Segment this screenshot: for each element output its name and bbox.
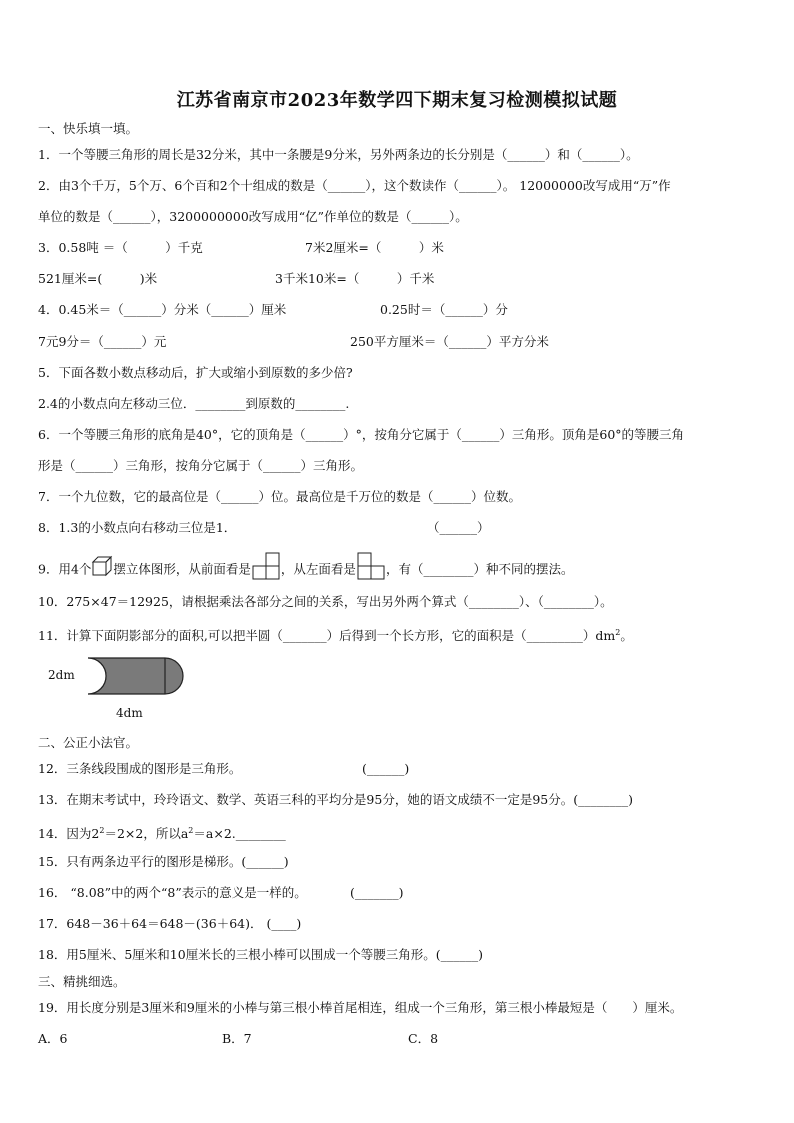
- question-14-sup-1: 2: [99, 826, 105, 835]
- question-2-line-2: 单位的数是（______），3200000000改写成用“亿”作单位的数是（______）。: [38, 209, 468, 224]
- question-16: 16． “8.08”中的两个“8”表示的意义是一样的。: [38, 885, 307, 900]
- question-4-left-a: 4．0.45米＝（______）分米（______）厘米: [38, 302, 287, 317]
- question-3-right-b: 3千米10米=（ ）千米: [275, 271, 435, 286]
- question-2-line-1: 2．由3个千万，5个万、6个百和2个十组成的数是（______），这个数读作（______）。 12000000改写成用“万”作: [38, 178, 671, 193]
- question-5-line-2: 2.4的小数点向左移动三位．________到原数的________.: [38, 396, 350, 411]
- question-6-line-2: 形是（______）三角形，按角分它属于（______）三角形。: [38, 458, 364, 473]
- question-4-left-b: 7元9分＝（______）元: [38, 334, 167, 349]
- question-3-right-a: 7米2厘米=（ ）米: [305, 240, 444, 255]
- question-13: 13．在期末考试中，玲玲语文、数学、英语三科的平均分是95分，她的语文成绩不一定是95分。(________): [38, 792, 633, 807]
- section-2-heading: 二、公正小法官。: [38, 735, 139, 750]
- question-6-line-1: 6．一个等腰三角形的底角是40°，它的顶角是（______）°，按角分它属于（______）三角形。顶角是60°的等腰三角: [38, 427, 685, 442]
- question-14: [38, 823, 286, 842]
- figure-height-label: 2dm: [48, 668, 75, 682]
- question-12-answer-blank: (______): [362, 761, 410, 776]
- question-19-option-b: B．7: [222, 1031, 252, 1046]
- question-11-superscript: 2: [615, 628, 621, 637]
- question-11: [38, 625, 633, 644]
- question-14-part-3: ＝a×2.________: [193, 826, 286, 842]
- section-1-heading: 一、快乐填一填。: [38, 121, 139, 136]
- question-3-left-b: 521厘米=( )米: [38, 271, 158, 286]
- question-8: 8．1.3的小数点向右移动三位是1．: [38, 520, 237, 535]
- question-9-part-1: 9．用4个: [38, 561, 92, 577]
- question-18: 18．用5厘米、5厘米和10厘米长的三根小棒可以围成一个等腰三角形。(______): [38, 947, 483, 962]
- figure-width-label: 4dm: [116, 706, 143, 720]
- question-4-right-b: 250平方厘米＝（______）平方分米: [350, 334, 549, 349]
- question-11-end: 。: [620, 628, 633, 644]
- question-9-part-3: ，从左面看是: [280, 561, 356, 577]
- question-19-option-c: C．8: [408, 1031, 439, 1046]
- question-14-part-1: 14．因为2: [38, 826, 100, 842]
- question-10: 10．275×47＝12925，请根据乘法各部分之间的关系，写出另外两个算式（________）、（________）。: [38, 594, 613, 609]
- question-5-line-1: 5．下面各数小数点移动后，扩大或缩小到原数的多少倍?: [38, 365, 353, 380]
- question-19-option-a: A．6: [38, 1031, 68, 1046]
- cube-icon: [91, 555, 113, 585]
- question-16-answer-blank: (_______): [350, 885, 404, 900]
- front-view-figure: [251, 552, 281, 588]
- section-3-heading: 三、精挑细选。: [38, 974, 126, 989]
- question-15: 15．只有两条边平行的图形是梯形。(______): [38, 854, 289, 869]
- question-12: 12．三条线段围成的图形是三角形。: [38, 761, 242, 776]
- shaded-area-figure: [85, 656, 187, 696]
- question-1: 1．一个等腰三角形的周长是32分米，其中一条腰是9分米，另外两条边的长分别是（______）和（______）。: [38, 147, 639, 162]
- question-14-sup-2: 2: [188, 826, 194, 835]
- question-19: 19．用长度分别是3厘米和9厘米的小棒与第三根小棒首尾相连，组成一个三角形，第三根小棒最短是（ ）厘米。: [38, 1000, 683, 1015]
- question-7: 7．一个九位数，它的最高位是（______）位。最高位是千万位的数是（______）位数。: [38, 489, 521, 504]
- left-view-figure: [356, 552, 386, 588]
- page-title: 江苏省南京市2023年数学四下期末复习检测模拟试题: [176, 90, 618, 111]
- question-9: [38, 552, 573, 588]
- question-9-part-2: 摆立体图形，从前面看是: [113, 561, 251, 577]
- question-9-part-4: ，有（________）种不同的摆法。: [385, 561, 574, 577]
- question-3-left-a: 3．0.58吨 ＝（ ）千克: [38, 240, 203, 255]
- question-4-right-a: 0.25时＝（______）分: [380, 302, 508, 317]
- question-11-text: 11．计算下面阴影部分的面积,可以把半圆（_______）后得到一个长方形，它的面积是（_________）dm: [38, 628, 616, 644]
- question-17: 17．648－36＋64＝648－(36＋64)． (____): [38, 916, 302, 931]
- question-14-part-2: ＝2×2，所以a: [104, 826, 189, 842]
- question-8-answer-blank: （______）: [427, 520, 490, 535]
